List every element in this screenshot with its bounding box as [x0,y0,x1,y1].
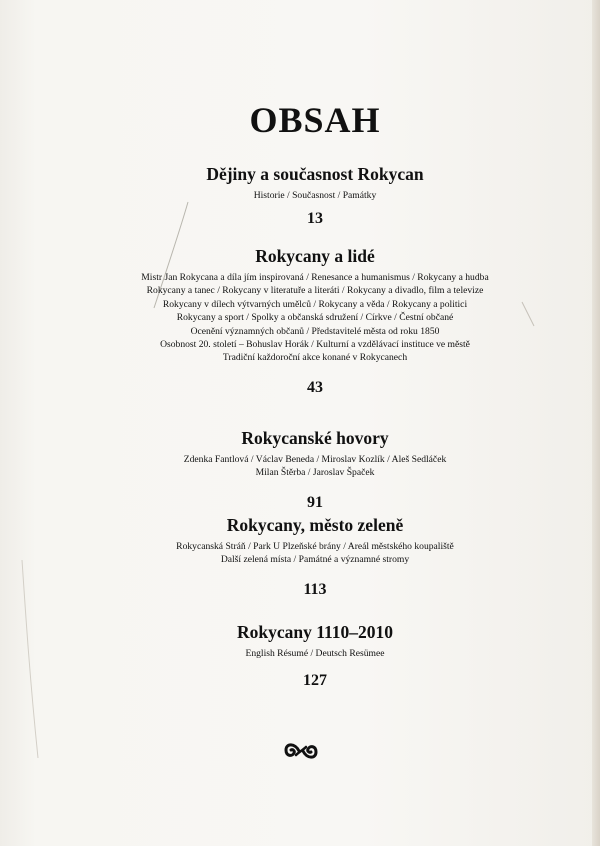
section-topics [150,647,480,660]
page-title: OBSAH [249,100,381,140]
scan-mark [520,300,540,330]
section-title: Rokycany, město zeleně [226,515,404,535]
section-page-number: 43 [307,378,323,396]
section-page-number: 127 [303,672,327,690]
topic-line: Tradiční každoroční akce konané v Rokycanech [222,352,408,364]
page-edge [592,0,600,846]
section-title: Rokycanské hovory [241,428,389,448]
section-page-number: 113 [303,580,327,598]
toc-section-3 [150,427,480,512]
section-title: Dějiny a současnost Rokycan [206,164,424,184]
topic-line: Zdenka Fantlová / Václav Beneda / Miroslav Kozlík / Aleš Sedláček [183,454,447,465]
scan-mark [20,560,50,760]
topic-line: Další zelená místa / Památné a významné stromy [220,554,410,566]
section-title: Rokycany a lidé [255,246,375,266]
toc-section-1 [150,163,480,228]
topic-line: Historie / Současnost / Památky [253,190,377,201]
section-topics [150,540,480,567]
topic-line: Ocenění významných občanů / Představitelé města od roku 1850 [190,325,440,337]
topic-line: Rokycany a tanec / Rokycany v literatuře a literáti / Rokycany a divadlo, film a televize [146,285,484,297]
section-title: Rokycany 1110–2010 [236,622,394,642]
ornament-icon [283,740,319,762]
section-topics [150,453,480,480]
topic-line: Rokycany v dílech výtvarných umělců / Rokycany a věda / Rokycany a politici [162,298,468,310]
topic-line: English Résumé / Deutsch Resümee [245,648,385,659]
toc-section-4 [150,514,480,599]
topic-line: Osobnost 20. století – Bohuslav Horák / Kulturní a vzdělávací instituce ve městě [160,339,470,351]
toc-section-5 [150,621,480,690]
topic-line: Rokycanská Stráň / Park U Plzeňské brány / Areál městského koupaliště [176,541,454,552]
topic-line: Milan Štěrba / Jaroslav Špaček [255,467,375,479]
topic-line: Mistr Jan Rokycana a díla jím inspirovaná / Renesance a humanismus / Rokycany a hudba [141,272,489,283]
toc-section-2 [135,245,495,397]
topic-line: Rokycany a sport / Spolky a občanská sdružení / Církve / Čestní občané [176,312,454,324]
section-page-number: 13 [307,210,323,228]
section-topics [150,189,480,202]
section-topics [135,271,495,365]
section-page-number: 91 [307,493,323,511]
